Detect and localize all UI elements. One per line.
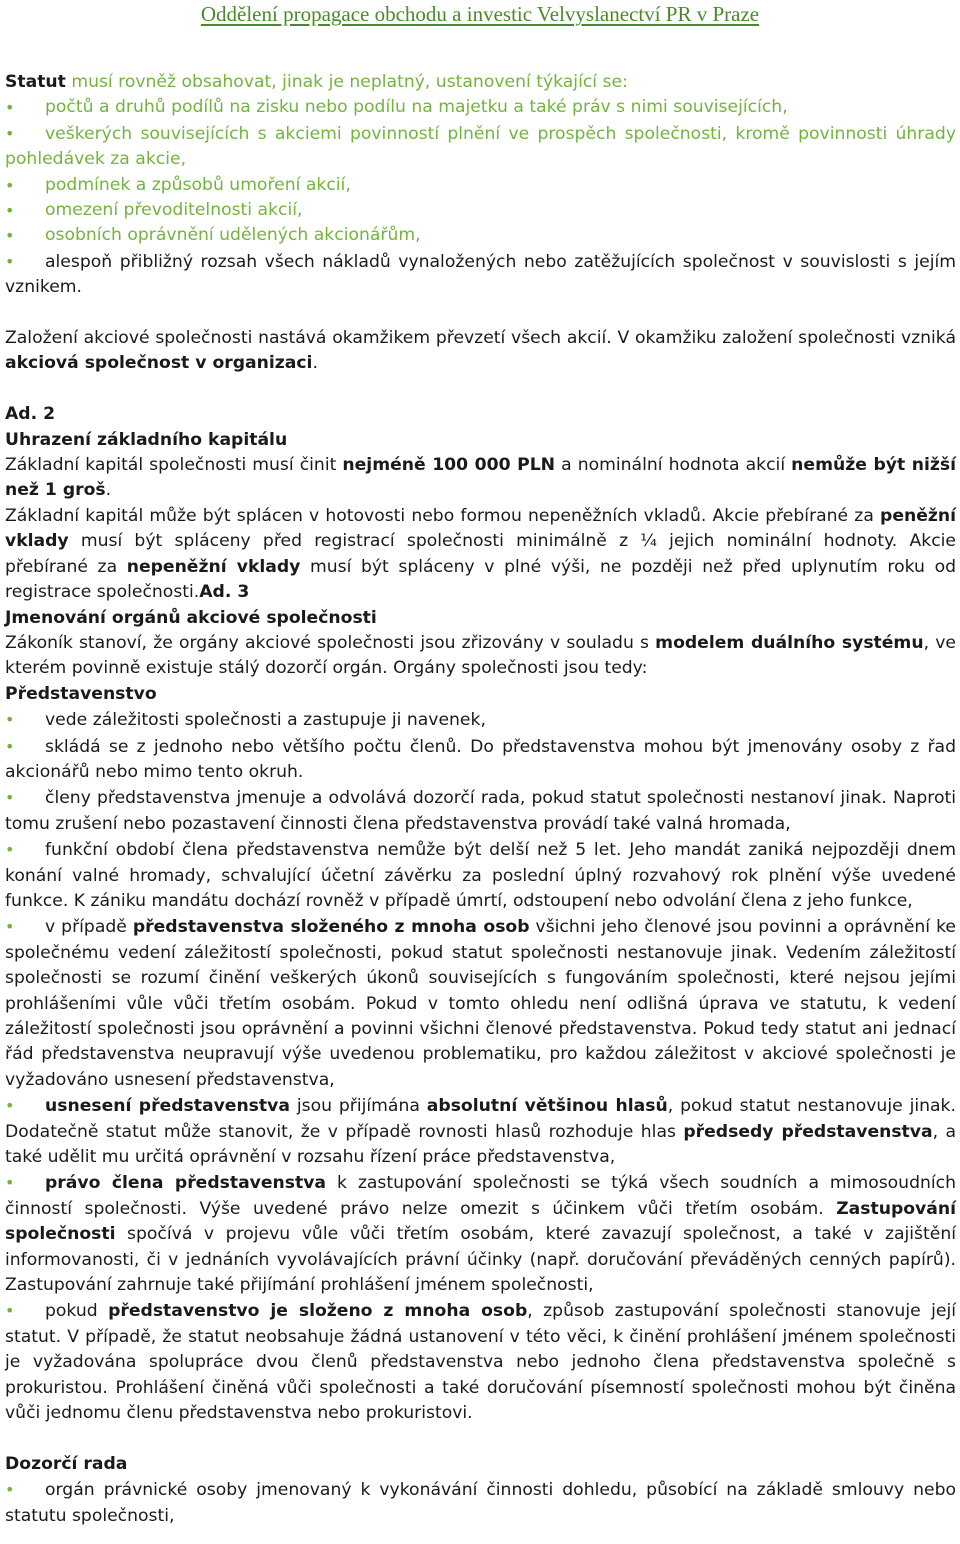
list-item-text: Prohlášení činěná vůči společnosti a také doručování písemností společnosti mohou být činěna vůči jednomu členu představenstva nebo prokuristovi. <box>5 1377 957 1424</box>
list-item <box>5 785 956 837</box>
ad3-paragraph-1 <box>5 631 956 682</box>
text-run: a nominální hodnota akcií <box>555 455 792 476</box>
list-item <box>5 1093 956 1170</box>
list-item <box>5 95 956 120</box>
bullet-icon: • <box>5 1480 15 1500</box>
bullet-icon: • <box>5 201 15 221</box>
bullet-icon: • <box>5 840 15 860</box>
list-item-bold: usnesení představenstva <box>45 1096 290 1117</box>
text-run-bold: nemůže být nižší než 1 groš <box>5 455 956 501</box>
list-item <box>5 1298 956 1426</box>
header-title: Oddělení propagace obchodu a investic Velvyslanectví PR v Praze <box>200 2 760 26</box>
bullet-icon: • <box>5 736 15 756</box>
text-run: musí být spláceny před registrací společnosti minimálně z ¼ jejich nominální hodnoty. <box>68 531 910 552</box>
text-run: , ve kterém povinně existuje stálý dozorčí orgán. <box>5 632 956 679</box>
list-item <box>5 173 956 198</box>
list-item <box>5 707 956 733</box>
list-item-text: Jeho mandát zaniká nejpozději dnem konání valné hromady, schvalující účetní závěrku za poslední úplný rozvahový rok plnění výše uvedené funkce. <box>5 840 956 911</box>
ad2-heading: Uhrazení základního kapitálu <box>5 429 288 450</box>
bullet-icon: • <box>5 917 15 937</box>
text-run: Akcie přebírané za <box>712 505 881 526</box>
bullet-icon: • <box>5 1096 15 1116</box>
bullet-icon: • <box>5 123 15 143</box>
list-item <box>5 837 956 914</box>
list-item <box>5 734 956 786</box>
list-item-bold: absolutní většinou hlasů <box>426 1096 668 1117</box>
text-run-bold: modelem duálního systému <box>655 632 924 653</box>
list-item-bold: představenstvo je složeno z mnoha osob <box>108 1301 528 1322</box>
list-item-text: Do představenstva mohou být jmenovány osoby z řad akcionářů nebo mimo tento okruh. <box>5 736 956 782</box>
bullet-icon: • <box>5 175 15 195</box>
bullet-icon: • <box>5 1173 15 1193</box>
list-item-text: členy představenstva jmenuje a odvolává dozorčí rada, pokud statut společnosti nestanoví jinak. <box>45 788 893 809</box>
statut-lead <box>5 70 956 95</box>
ad3-heading: Jmenování orgánů akciové společnosti <box>5 607 377 628</box>
list-item <box>5 223 956 248</box>
list-item-text: všichni jeho členové jsou povinni a oprávnění ke společnému vedení záležitostí společnosti, pokud statut společnosti nestanovuje jinak. <box>5 917 956 963</box>
list-item-text: V případě, že statut neobsahuje žádná ustanovení v této věci, k činění prohlášení jménem společnosti je vyžadována spolupráce dvou členů představenstva nebo jednoho člena představenstva společně s prokuristou. <box>5 1326 956 1398</box>
list-item <box>5 1170 956 1298</box>
list-item-text: k zastupování společnosti se týká všech soudních a mimosoudních činností společnosti. <box>5 1173 956 1219</box>
list-item-text: skládá se z jednoho nebo většího počtu členů. <box>45 736 471 757</box>
text-run: Základní kapitál může být splácen v hotovosti nebo formou nepeněžních vkladů. <box>5 505 713 526</box>
list-item-bold: právo člena představenstva <box>45 1173 327 1194</box>
list-item-text: omezení převoditelnosti akcií, <box>45 200 303 221</box>
bullet-icon: • <box>5 98 15 118</box>
text-run: Orgány společnosti jsou tedy: <box>393 658 648 679</box>
zalozeni-text: Založení akciové společnosti nastává okamžikem převzetí všech akcií. V okamžiku založení společnosti vzniká <box>5 328 956 349</box>
bullet-icon: • <box>5 710 15 730</box>
list-item-text: spočívá v projevu vůle vůči třetím osobám, které zavazují společnost, a také v zajištění informovanosti, či v jednáních vyvolávajících právní účinky (např. doručování převáděných cenných papírů). <box>5 1224 956 1270</box>
list-item-text: Zastupování zahrnuje také přijímání prohlášení jménem společnosti, <box>5 1275 594 1296</box>
text-run: Základní kapitál společnosti musí činit <box>5 455 343 476</box>
statut-lead-bold: Statut <box>5 72 66 92</box>
list-item <box>5 1477 956 1529</box>
text-run-bold: nejméně 100 000 PLN <box>342 455 556 476</box>
bullet-icon: • <box>5 788 15 808</box>
list-item-bold: představenstva složeného z mnoha osob <box>132 917 530 938</box>
ad3-label: Ad. 3 <box>199 582 250 603</box>
list-item-text: v případě <box>45 917 133 938</box>
bullet-icon: • <box>5 226 15 246</box>
bullet-icon: • <box>5 1301 15 1321</box>
text-run: Zákoník stanoví, že orgány akciové společnosti jsou zřizovány v souladu s <box>5 632 656 653</box>
list-item-text: pokud <box>45 1301 109 1322</box>
text-run: musí být spláceny v plné výši, ne později než před uplynutím roku od registrace společnosti. <box>5 556 956 603</box>
ad2-label: Ad. 2 <box>5 404 56 425</box>
list-item-text: osobních oprávnění udělených akcionářům, <box>45 225 421 246</box>
list-item-text: Naproti tomu zrušení nebo pozastavení činnosti člena představenstva provádí také valná hromada, <box>5 788 956 834</box>
statut-lead-text: musí rovněž obsahovat, jinak je neplatný, ustanovení týkající se: <box>65 72 628 92</box>
zalozeni-bold: akciová společnost v organizaci <box>5 353 313 374</box>
zalozeni-end: . <box>312 353 318 374</box>
list-item <box>5 249 956 301</box>
document-body <box>5 70 956 1529</box>
list-item-text: Pokud tedy statut ani jednací řád představenstva neupravují výše uvedenou problematiku, pro každou záležitost v akciové společnosti je vyžadováno usnesení představenstva, <box>5 1019 957 1090</box>
list-item <box>5 121 956 173</box>
list-item-text: funkční období člena představenstva nemůže být delší než 5 let. <box>45 840 630 861</box>
zalozeni-paragraph <box>5 326 956 377</box>
list-item-text: vede záležitosti společnosti a zastupuje ji navenek, <box>45 710 486 731</box>
list-item-bold: předsedy představenstva <box>683 1121 933 1142</box>
list-item-text: Výše uvedené právo nelze omezit s účinkem vůči třetím osobám. <box>199 1198 837 1219</box>
list-item-text: , a také udělit mu určitá oprávnění v rozsahu řízení práce představenstva, <box>5 1121 957 1168</box>
list-item-text: veškerých souvisejících s akciemi povinností plnění ve prospěch společnosti, kromě povinnosti úhrady pohledávek za akcie, <box>5 123 956 170</box>
list-item-text: , způsob zastupování společnosti stanovuje její statut. <box>5 1301 956 1347</box>
text-run-bold: peněžní vklady <box>5 505 956 552</box>
list-item-text: Dodatečně statut může stanovit, že v případě rovnosti hlasů rozhoduje hlas <box>5 1121 684 1142</box>
list-item <box>5 198 956 223</box>
text-run-bold: nepeněžní vklady <box>126 556 301 577</box>
list-item-text: počtů a druhů podílů na zisku nebo podílu na majetku a také práv s nimi souvisejících, <box>45 97 788 118</box>
list-item-text: Pokud v tomto ohledu není odlišná úprava ve statutu, k vedení záležitostí společnosti jsou oprávnění a povinni všichni členové představenstva. <box>5 993 956 1039</box>
predstavenstvo-heading: Představenstvo <box>5 683 157 704</box>
list-item <box>5 914 956 1093</box>
list-item-text: Vedením záležitostí společnosti se rozumí činění veškerých úkonů souvisejících s fungováním společnosti, které nejsou jejími prohlášeními vůle vůči třetím osobám. <box>5 942 957 1014</box>
ad2-paragraph-1 <box>5 453 956 504</box>
list-item-text: podmínek a způsobů umoření akcií, <box>45 174 351 195</box>
list-item-text: jsou přijímána <box>289 1096 427 1117</box>
list-item-bold: Zastupování společnosti <box>5 1198 956 1245</box>
text-run: . <box>105 480 112 501</box>
text-run: Akcie přebírané za <box>5 531 956 577</box>
dozorci-rada-heading: Dozorčí rada <box>5 1453 128 1474</box>
page-header <box>0 0 960 34</box>
list-item-text: alespoň přibližný rozsah všech nákladů vynaložených nebo zatěžujících společnost v souvislosti s jejím vznikem. <box>5 251 956 298</box>
ad2-paragraph-2 <box>5 504 956 606</box>
list-item-text: , pokud statut nestanovuje jinak. <box>667 1096 956 1117</box>
list-item-text: orgán právnické osoby jmenovaný k vykonávání činnosti dohledu, působící na základě smlouvy nebo statutu společnosti, <box>5 1480 956 1526</box>
list-item-text: K zániku mandátu dochází rovněž v případě úmrtí, odstoupení nebo odvolání člena z jeho funkce, <box>73 890 913 911</box>
bullet-icon: • <box>5 251 15 271</box>
